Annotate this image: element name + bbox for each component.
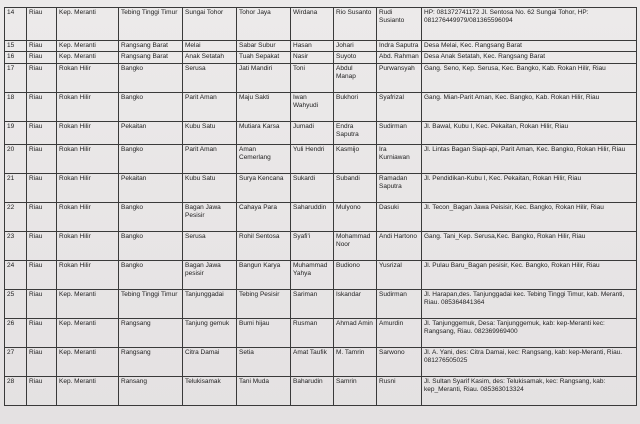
cell-alamat: Jl. Pulau Baru_Bagan pesisir, Kec. Bangko, Rokan Hilir, Riau xyxy=(422,260,637,289)
cell-bendahara: Purwansyah xyxy=(377,63,422,92)
cell-bendahara: Sudirman xyxy=(377,289,422,318)
cell-desa: Parit Aman xyxy=(183,144,237,173)
cell-desa: Bagan Jawa Pesisir xyxy=(183,202,237,231)
table-row xyxy=(5,289,637,318)
cell-dusun: Tuah Sepakat xyxy=(237,52,291,63)
cell-no: 20 xyxy=(5,144,27,173)
cell-ketua: Baharudin xyxy=(291,376,334,405)
cell-dusun: Rohil Sentosa xyxy=(237,231,291,260)
cell-desa: Serusa xyxy=(183,231,237,260)
cell-alamat: Jl. Pendidikan-Kubu I, Kec. Pekaitan, Rokan Hilir, Riau xyxy=(422,173,637,202)
cell-ketua: Sukardi xyxy=(291,173,334,202)
cell-dusun: Jati Mandiri xyxy=(237,63,291,92)
cell-alamat: Jl. A. Yani, des: Citra Damai, kec: Rangsang, kab: kep-Meranti, Riau. 081276505025 xyxy=(422,347,637,376)
cell-desa: Tanjung gemuk xyxy=(183,318,237,347)
cell-prov: Riau xyxy=(27,231,57,260)
cell-bendahara: Amurdin xyxy=(377,318,422,347)
cell-no: 21 xyxy=(5,173,27,202)
cell-dusun: Bumi hijau xyxy=(237,318,291,347)
cell-desa: Telukisamak xyxy=(183,376,237,405)
cell-dusun: Mutiara Karsa xyxy=(237,121,291,144)
cell-sekretaris: M. Tamrin xyxy=(334,347,377,376)
cell-desa: Kubu Satu xyxy=(183,121,237,144)
cell-sekretaris: Samrin xyxy=(334,376,377,405)
cell-kec: Bangko xyxy=(119,144,183,173)
table-body xyxy=(5,8,637,406)
cell-desa: Citra Damai xyxy=(183,347,237,376)
cell-alamat: Gang. Mian-Parit Aman, Kec. Bangko, Kab. Rokan Hilir, Riau xyxy=(422,92,637,121)
cell-alamat: Gang. Tani_Kep. Serusa,Kec. Bangko, Rokan Hilir, Riau xyxy=(422,231,637,260)
cell-kec: Rangsang xyxy=(119,318,183,347)
cell-bendahara: Dasuki xyxy=(377,202,422,231)
cell-sekretaris: Ahmad Amin xyxy=(334,318,377,347)
table-row xyxy=(5,52,637,63)
cell-no: 14 xyxy=(5,8,27,41)
cell-kab: Kep. Meranti xyxy=(57,376,119,405)
cell-desa: Anak Setatah xyxy=(183,52,237,63)
cell-kec: Rangsang Barat xyxy=(119,41,183,52)
cell-ketua: Muhammad Yahya xyxy=(291,260,334,289)
cell-dusun: Bangun Karya xyxy=(237,260,291,289)
cell-bendahara: Syafrizal xyxy=(377,92,422,121)
cell-sekretaris: Suyoto xyxy=(334,52,377,63)
cell-no: 24 xyxy=(5,260,27,289)
cell-kab: Rokan Hilir xyxy=(57,63,119,92)
cell-alamat: Jl. Lintas Bagan Siapi-api, Parit Aman, Kec. Bangko, Rokan Hilir, Riau xyxy=(422,144,637,173)
cell-sekretaris: Johari xyxy=(334,41,377,52)
table-row xyxy=(5,121,637,144)
cell-ketua: Saharuddin xyxy=(291,202,334,231)
cell-prov: Riau xyxy=(27,8,57,41)
cell-alamat: Desa Melai, Kec. Rangsang Barat xyxy=(422,41,637,52)
cell-ketua: Wirdana xyxy=(291,8,334,41)
cell-no: 26 xyxy=(5,318,27,347)
cell-bendahara: Ramadan Saputra xyxy=(377,173,422,202)
cell-sekretaris: Abdul Manap xyxy=(334,63,377,92)
cell-prov: Riau xyxy=(27,63,57,92)
cell-prov: Riau xyxy=(27,144,57,173)
cell-prov: Riau xyxy=(27,289,57,318)
cell-alamat: Jl. Bawal, Kubu I, Kec. Pekaitan, Rokan Hilir, Riau xyxy=(422,121,637,144)
cell-kab: Rokan Hilir xyxy=(57,202,119,231)
cell-sekretaris: Subandi xyxy=(334,173,377,202)
table-row xyxy=(5,231,637,260)
cell-kec: Ransang xyxy=(119,376,183,405)
cell-kab: Rokan Hilir xyxy=(57,92,119,121)
cell-desa: Melai xyxy=(183,41,237,52)
table-row xyxy=(5,318,637,347)
table-row xyxy=(5,92,637,121)
cell-bendahara: Ira Kurniawan xyxy=(377,144,422,173)
cell-prov: Riau xyxy=(27,318,57,347)
cell-kec: Bangko xyxy=(119,63,183,92)
cell-prov: Riau xyxy=(27,376,57,405)
cell-kec: Bangko xyxy=(119,260,183,289)
cell-prov: Riau xyxy=(27,52,57,63)
cell-bendahara: Yusrizal xyxy=(377,260,422,289)
cell-alamat: Jl. Tecon_Bagan Jawa Peisisir, Kec. Bangko, Rokan Hilir, Riau xyxy=(422,202,637,231)
cell-kab: Rokan Hilir xyxy=(57,231,119,260)
cell-sekretaris: Mohammad Noor xyxy=(334,231,377,260)
cell-no: 27 xyxy=(5,347,27,376)
cell-kec: Bangko xyxy=(119,92,183,121)
cell-dusun: Tani Muda xyxy=(237,376,291,405)
cell-kab: Rokan Hilir xyxy=(57,260,119,289)
cell-ketua: Yuli Hendri xyxy=(291,144,334,173)
cell-sekretaris: Bukhori xyxy=(334,92,377,121)
cell-bendahara: Abd. Rahman xyxy=(377,52,422,63)
cell-kab: Kep. Meranti xyxy=(57,318,119,347)
cell-ketua: Syafi'i xyxy=(291,231,334,260)
cell-no: 19 xyxy=(5,121,27,144)
cell-kab: Kep. Meranti xyxy=(57,289,119,318)
cell-no: 28 xyxy=(5,376,27,405)
table-row xyxy=(5,202,637,231)
table-row xyxy=(5,347,637,376)
cell-sekretaris: Kasmijo xyxy=(334,144,377,173)
cell-desa: Parit Aman xyxy=(183,92,237,121)
cell-kec: Bangko xyxy=(119,202,183,231)
cell-kec: Rangsang xyxy=(119,347,183,376)
cell-no: 25 xyxy=(5,289,27,318)
cell-kab: Rokan Hilir xyxy=(57,144,119,173)
cell-sekretaris: Iskandar xyxy=(334,289,377,318)
cell-sekretaris: Rio Susanto xyxy=(334,8,377,41)
cell-prov: Riau xyxy=(27,202,57,231)
table-row xyxy=(5,376,637,405)
table-row xyxy=(5,260,637,289)
cell-no: 15 xyxy=(5,41,27,52)
cell-ketua: Amat Taufik xyxy=(291,347,334,376)
cell-no: 22 xyxy=(5,202,27,231)
cell-sekretaris: Budiono xyxy=(334,260,377,289)
cell-alamat: Gang. Seno, Kep. Serusa, Kec. Bangko, Kab. Rokan Hilir, Riau xyxy=(422,63,637,92)
cell-desa: Bagan Jawa pesisir xyxy=(183,260,237,289)
cell-kec: Pekaitan xyxy=(119,121,183,144)
cell-bendahara: Andi Hartono xyxy=(377,231,422,260)
cell-kec: Tebing Tinggi Timur xyxy=(119,289,183,318)
table-row xyxy=(5,41,637,52)
cell-kab: Kep. Meranti xyxy=(57,41,119,52)
cell-no: 23 xyxy=(5,231,27,260)
cell-dusun: Maju Sakti xyxy=(237,92,291,121)
cell-desa: Sungai Tohor xyxy=(183,8,237,41)
cell-bendahara: Sudirman xyxy=(377,121,422,144)
cell-no: 17 xyxy=(5,63,27,92)
cell-desa: Kubu Satu xyxy=(183,173,237,202)
cell-dusun: Cahaya Para xyxy=(237,202,291,231)
cell-kab: Kep. Meranti xyxy=(57,347,119,376)
table-row xyxy=(5,8,637,41)
cell-ketua: Rusman xyxy=(291,318,334,347)
cell-kec: Tebing Tinggi Timur xyxy=(119,8,183,41)
cell-alamat: Jl. Sultan Syarif Kasim, des: Telukisamak, kec: Rangsang, kab: kep_Meranti, Riau. 085363013324 xyxy=(422,376,637,405)
cell-kec: Rangsang Barat xyxy=(119,52,183,63)
table-row xyxy=(5,173,637,202)
cell-prov: Riau xyxy=(27,347,57,376)
cell-dusun: Aman Cemerlang xyxy=(237,144,291,173)
cell-sekretaris: Endra Saputra xyxy=(334,121,377,144)
cell-bendahara: Rusni xyxy=(377,376,422,405)
cell-ketua: Nasir xyxy=(291,52,334,63)
cell-alamat: Desa Anak Setatah, Kec. Rangsang Barat xyxy=(422,52,637,63)
cell-prov: Riau xyxy=(27,260,57,289)
cell-ketua: Jumadi xyxy=(291,121,334,144)
cell-dusun: Surya Kencana xyxy=(237,173,291,202)
cell-bendahara: Sarwono xyxy=(377,347,422,376)
cell-prov: Riau xyxy=(27,173,57,202)
cell-bendahara: Indra Saputra xyxy=(377,41,422,52)
cell-prov: Riau xyxy=(27,41,57,52)
cell-kec: Pekaitan xyxy=(119,173,183,202)
cell-bendahara: Rudi Susianto xyxy=(377,8,422,41)
cell-ketua: Hasan xyxy=(291,41,334,52)
cell-kec: Bangko xyxy=(119,231,183,260)
cell-desa: Tanjunggadai xyxy=(183,289,237,318)
cell-prov: Riau xyxy=(27,121,57,144)
cell-sekretaris: Mulyono xyxy=(334,202,377,231)
cell-ketua: Toni xyxy=(291,63,334,92)
cell-no: 16 xyxy=(5,52,27,63)
cell-kab: Kep. Meranti xyxy=(57,8,119,41)
table-row xyxy=(5,144,637,173)
cell-no: 18 xyxy=(5,92,27,121)
cell-alamat: Jl. Tanjunggemuk, Desa: Tanjunggemuk, kab: kep-Meranti kec: Rangsang, Riau. 082369969400 xyxy=(422,318,637,347)
cell-ketua: Iwan Wahyudi xyxy=(291,92,334,121)
cell-ketua: Sariman xyxy=(291,289,334,318)
table-row xyxy=(5,63,637,92)
cell-prov: Riau xyxy=(27,92,57,121)
cell-alamat: HP: 081372741172 Jl. Sentosa No. 62 Sungai Tohor, HP: 081276449979/081365596094 xyxy=(422,8,637,41)
cell-dusun: Sabar Subur xyxy=(237,41,291,52)
cell-desa: Serusa xyxy=(183,63,237,92)
cell-alamat: Jl. Harapan,des. Tanjunggadai kec. Tebing Tinggi Timur, kab. Meranti, Riau. 085364841364 xyxy=(422,289,637,318)
data-table xyxy=(4,7,637,406)
cell-kab: Kep. Meranti xyxy=(57,52,119,63)
cell-dusun: Setia xyxy=(237,347,291,376)
cell-kab: Rokan Hilir xyxy=(57,173,119,202)
cell-dusun: Tebing Pesisir xyxy=(237,289,291,318)
cell-dusun: Tohor Jaya xyxy=(237,8,291,41)
cell-kab: Rokan Hilir xyxy=(57,121,119,144)
